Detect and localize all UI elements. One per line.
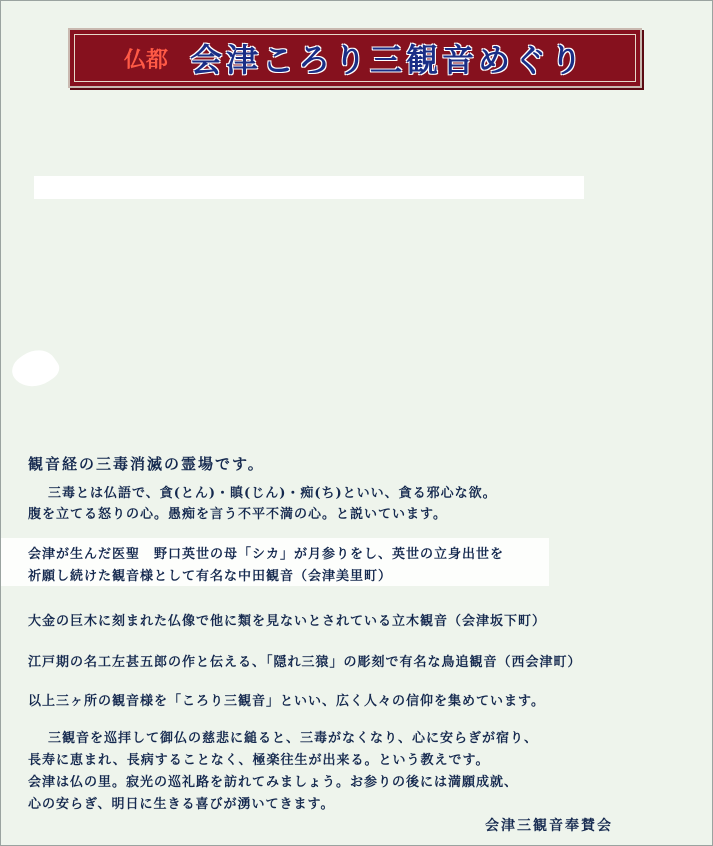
intro-line: 三毒とは仏語で、貪(とん)・瞋(じん)・痴(ち)といい、貪る邪心な欲。 [34, 486, 497, 501]
closing-line: 三観音を巡拝して御仏の慈悲に縋ると、三毒がなくなり、心に安らぎが宿り、 [34, 731, 539, 746]
tachiki-line: 大金の巨木に刻まれた仏像で他に類を見ないとされている立木観音（会津坂下町） [28, 614, 547, 629]
title-banner [68, 28, 642, 88]
nakata-line: 会津が生んだ医聖 野口英世の母「シカ」が月参りをし、英世の立身出世を [28, 547, 505, 562]
title-prefix: 仏都 [123, 46, 168, 73]
blank-image-fragment [7, 342, 64, 397]
closing-line: 会津は仏の里。寂光の巡礼路を訪れてみましょう。お参りの後には満願成就、 [28, 775, 519, 790]
page-title: 会津ころり三観音めぐり [190, 41, 587, 79]
closing-line: 長寿に恵まれ、長病することなく、極楽往生が出来る。という教えです。 [28, 753, 490, 768]
title-banner-inner [74, 34, 636, 82]
summary-line: 以上三ヶ所の観音様を「ころり三観音」といい、広く人々の信仰を集めています。 [28, 694, 545, 709]
closing-line: 心の安らぎ、明日に生きる喜びが湧いてきます。 [28, 797, 335, 812]
torioi-line: 江戸期の名工左甚五郎の作と伝える、「隠れ三猿」の彫刻で有名な鳥追観音（西会津町） [28, 655, 582, 670]
signature: 会津三観音奉賛会 [485, 818, 613, 834]
intro-line: 腹を立てる怒りの心。愚痴を言う不平不満の心。と説いています。 [28, 507, 447, 522]
section-heading: 観音経の三毒消滅の霊場です。 [28, 455, 265, 473]
blank-image-bar [34, 176, 584, 199]
nakata-line: 祈願し続けた観音様として有名な中田観音（会津美里町） [28, 569, 393, 584]
